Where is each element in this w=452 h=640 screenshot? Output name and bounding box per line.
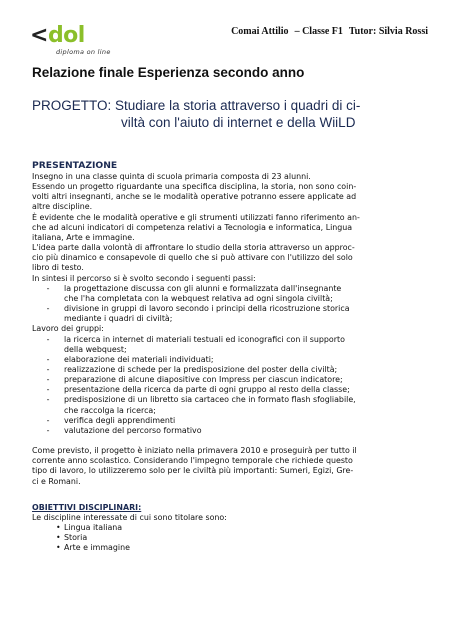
text-line: ci e Romani.: [32, 476, 81, 486]
author-name: Comai Attilio: [231, 26, 289, 37]
project-title: [32, 97, 424, 131]
project-line-1: Studiare la storia attraverso i quadri di ci-: [115, 98, 361, 113]
text-line: È evidente che le modalità operative e gli strumenti utilizzati fanno riferimento an-: [32, 212, 360, 222]
dash-bullet: -: [46, 425, 50, 435]
list-item: - realizzazione di schede per la predisposizione del poster della civiltà;: [32, 365, 418, 375]
project-line-2: viltà con l'aiuto di internet e della WiiLD: [121, 115, 356, 130]
list-item: - verifica degli apprendimenti: [32, 416, 418, 426]
disciplines-list: [32, 523, 418, 553]
group-work-label: Lavoro dei gruppi:: [32, 324, 104, 334]
dash-bullet: -: [46, 334, 50, 344]
list-item: • Arte e immagine: [56, 543, 130, 553]
class-name: – Classe F1: [294, 26, 343, 37]
list-item: - divisione in gruppi di lavoro secondo i principi della ricostruzione storica mediante i quadri di civiltà;: [32, 304, 418, 324]
bullet-icon: •: [56, 523, 61, 532]
text-line: tipo di lavoro, lo utilizzeremo solo per le civiltà più importanti: Sumeri, Egizi, Gre-: [32, 466, 354, 476]
list-item: - preparazione di alcune diapositive con Impress per ciascun indicatore;: [32, 375, 418, 385]
dash-bullet: -: [46, 395, 50, 405]
list-item: - valutazione del percorso formativo: [32, 426, 418, 436]
text-line: Insegno in una classe quinta di scuola primaria composta di 23 alunni.: [32, 172, 311, 181]
list-item: - elaborazione dei materiali individuati;: [32, 355, 418, 365]
dash-bullet: -: [46, 375, 50, 385]
text-line: Come previsto, il progetto è iniziato nella primavera 2010 e proseguirà per tutto il: [32, 446, 357, 456]
steps-list: [32, 284, 418, 325]
document-body: [32, 160, 418, 553]
presentazione-intro: [32, 172, 418, 284]
project-label: PROGETTO:: [32, 98, 112, 113]
dash-bullet: -: [46, 304, 50, 314]
text-line: italiana, Arte e immagine.: [32, 232, 135, 242]
bullet-icon: •: [56, 533, 61, 543]
text-line: che ad alcuni indicatori di competenza relativi a Tecnologia e informatica, Lingua: [32, 222, 353, 232]
text-line: corrente anno scolastico. Considerando l'impegno temporale che richiede questo: [32, 456, 353, 466]
tutor-name: Tutor: Silvia Rossi: [348, 26, 428, 37]
report-title: Relazione finale Esperienza secondo anno: [32, 65, 305, 80]
text-line: altre discipline.: [32, 202, 93, 212]
text-line: L'idea parte dalla volontà di affrontare lo studio della storia attraverso un approc-: [32, 243, 355, 253]
section-heading-obiettivi: OBIETTIVI DISCIPLINARI:: [32, 502, 142, 512]
dash-bullet: -: [46, 364, 50, 374]
logo-subtitle: diploma on line: [56, 48, 111, 56]
group-steps-list: [32, 335, 418, 437]
text-line: cio più dinamico e consapevole di quello che si può attivare con l'utilizzo del solo: [32, 253, 353, 263]
header-info: [225, 26, 428, 37]
dash-bullet: -: [46, 283, 50, 293]
logo-mark: <dol: [30, 23, 85, 48]
text-line: volti altri insegnanti, anche se le modalità operative potranno essere applicate ad: [32, 192, 357, 202]
presentazione-conclusion: [32, 446, 418, 487]
dash-bullet: -: [46, 385, 50, 395]
dash-bullet: -: [46, 354, 50, 364]
list-item: • Storia: [56, 533, 88, 543]
list-item: - presentazione della ricerca da parte di ogni gruppo al resto della classe;: [32, 385, 418, 395]
bullet-icon: •: [56, 543, 61, 553]
list-item: • Lingua italiana: [56, 523, 123, 532]
list-item: - predisposizione di un libretto sia cartaceo che in formato flash sfogliabile, che raccolga la ricerca;: [32, 395, 418, 415]
text-line: In sintesi il percorso si è svolto secondo i seguenti passi:: [32, 273, 256, 283]
list-item: - la ricerca in internet di materiali testuali ed iconografici con il supporto della webquest;: [32, 335, 418, 355]
dash-bullet: -: [46, 415, 50, 425]
list-item: - la progettazione discussa con gli alunni e formalizzata dall'insegnante che l'ha completata con la webquest relativa ad ogni singola civiltà;: [32, 284, 418, 304]
obiettivi-intro: Le discipline interessate di cui sono titolare sono:: [32, 512, 227, 522]
text-line: Essendo un progetto riguardante una specifica disciplina, la storia, non sono coin-: [32, 182, 357, 192]
text-line: libro di testo.: [32, 263, 84, 273]
section-heading-presentazione: PRESENTAZIONE: [32, 160, 118, 171]
